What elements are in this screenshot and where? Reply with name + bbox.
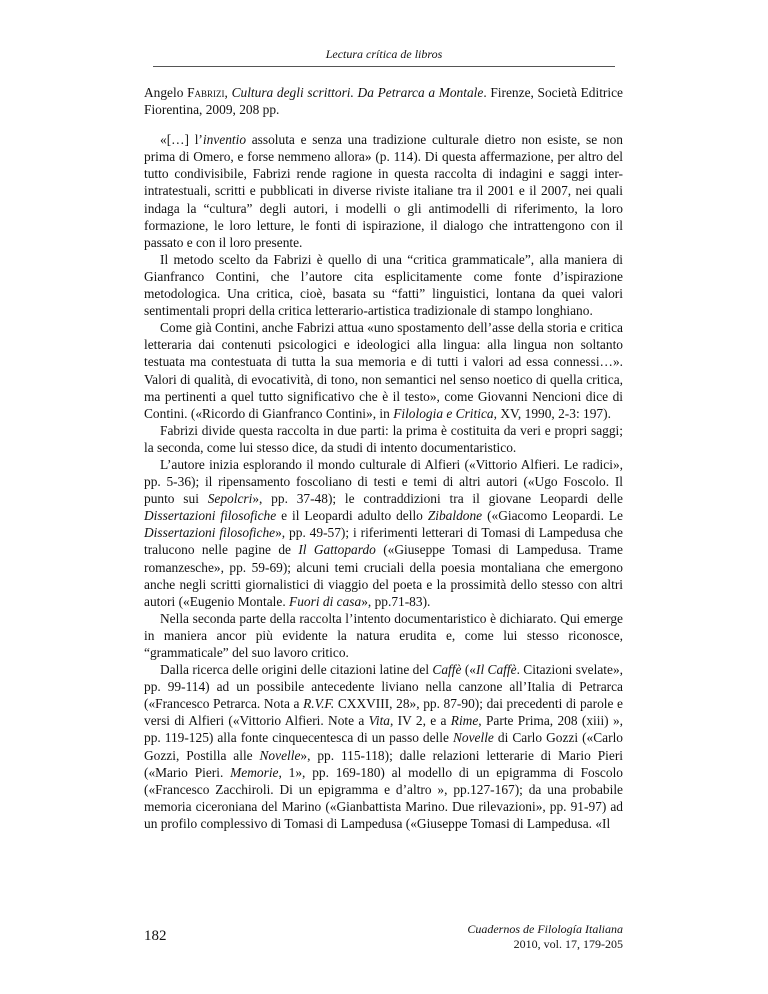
italic-run: inventio	[202, 132, 247, 148]
italic-run: Filologia e Critica	[393, 405, 494, 421]
paragraph	[144, 131, 623, 251]
text-run: CXXVIII, 28», pp. 87-90); dai precedenti di parole e versi di Alfieri («Vittorio Alfieri. Note a	[144, 696, 623, 729]
italic-run: Fuori di casa	[289, 593, 362, 609]
text-run: Dalla ricerca delle origini delle citazioni latine del	[160, 662, 433, 678]
text-run: Nella seconda parte della raccolta l’intento documentaristico è dichiarato. Qui emerge in maniera ancor più evidente la natura erudita e, come lui stesso riconosce, “grammaticale” del suo lavoro critico.	[144, 610, 623, 660]
italic-run: Il Caffè	[475, 662, 517, 678]
text-run: . Citazioni svelate», pp. 99-114) ad un possibile antecedente liviano nella canzone all’Italia di Petrarca («Francesco Petrarca. Nota a	[144, 662, 623, 712]
review-paragraphs	[144, 131, 623, 832]
text-run: assoluta e senza una tradizione culturale dietro non esiste, se non prima di Omero, e forse nemmeno allora» (p. 114). Di questa affermazione, per altro del tutto condivisibile, Fabrizi rende ragione in questa raccolta di indagini e saggi inter-intratestuali, scritti e pubblicati in diverse riviste italiane tra il 2001 e il 2007, nei quali indaga la “cultura” degli autori, i modelli o gli antimodelli di riferimento, la loro formazione, le loro letture, le fonti di ispirazione, il dialogo che intrattengono con il passato e con il loro presente.	[144, 132, 623, 250]
journal-issue: 2010, vol. 17, 179-205	[513, 937, 623, 951]
book-citation: Angelo Fabrizi, Cultura degli scrittori. Da Petrarca a Montale. Firenze, Società Editrice Fiorentina, 2009, 208 pp.	[144, 85, 623, 118]
text-run: Come già Contini, anche Fabrizi attua «uno spostamento dell’asse della storia e critica letteraria dai contenuti psicologici e ideologici alla lingua: alla lingua non soltanto testuata ma contestuata di tutta la sua memoria e di tutti i valori ad essa connessi…». Valori di qualità, di evocatività, di tono, non semantici nel senso noetico di quella critica, ma pertinenti a quel tutto significativo che è il testo», come Giovanni Nencioni dice di Contini. («Ricordo di Gianfranco Contini», in	[144, 320, 623, 421]
italic-run: Caffè	[432, 662, 462, 678]
text-run: , IV 2, e a	[390, 713, 451, 729]
text-run: , 1», pp. 169-180) al modello di un epigramma di Foscolo («Francesco Zacchiroli. Di un epigramma e d’altro », pp.127-167); da una probabile memoria ciceroniana del Marino («Gianbattista Marino. Due rilevazioni», pp. 91-97) ad un profilo complessivo di Tomasi di Lampedusa («Giuseppe Tomasi di Lampedusa. «Il	[144, 764, 623, 831]
italic-run: Il Gattopardo	[298, 542, 376, 558]
text-run: Fabrizi divide questa raccolta in due parti: la prima è costituita da veri e propri saggi; la seconda, come lui stesso dice, da studi di intento documentaristico.	[144, 422, 623, 455]
journal-title: Cuadernos de Filología Italiana	[467, 922, 623, 936]
italic-run: Vita	[368, 713, 390, 729]
paragraph	[144, 610, 623, 661]
publication-details: . Firenze, Società Editrice Fiorentina, 2009, 208 pp.	[144, 85, 623, 118]
text-run: di Carlo Gozzi («Carlo Gozzi, Postilla alle	[144, 730, 623, 763]
text-run: e il Leopardi adulto dello	[276, 508, 428, 524]
paragraph	[144, 319, 623, 422]
review-body	[144, 84, 623, 832]
text-run: », pp.71-83).	[361, 593, 431, 609]
italic-run: Novelle	[259, 747, 301, 763]
italic-run: R.V.F.	[303, 696, 335, 712]
text-run: », pp. 37-48); le contraddizioni tra il giovane Leopardi delle	[252, 491, 623, 507]
page-number: 182	[144, 928, 167, 944]
italic-run: Zibaldone	[427, 508, 483, 524]
text-run: », pp. 115-118); dalle relazioni letterarie di Mario Pieri («Mario Pieri.	[144, 747, 623, 780]
text-run: », pp. 49-57); i riferimenti letterari di Tomasi di Lampedusa che traluconο nelle pagine de	[144, 525, 623, 558]
text-run: («Giuseppe Tomasi di Lampedusa. Trame romanzesche», pp. 59-69); alcuni temi cruciali della poesia montaliana che emergono anche negli scritti giornalistici di viaggio del poeta e la prossimità dello stesso con altri autori («Eugenio Montale.	[144, 542, 623, 609]
text-run: , Parte Prima, 208 (xiii) », pp. 119-125) alla fonte cinquecentesca di un passo delle	[144, 713, 624, 746]
author-first-name: Angelo	[144, 85, 184, 100]
italic-run: Sepolcri	[207, 491, 253, 507]
paragraph	[144, 251, 623, 319]
header-divider	[153, 66, 615, 67]
running-header: Lectura crítica de libros	[325, 47, 443, 61]
paragraph	[144, 456, 623, 610]
text-run: «[…] l’	[160, 132, 203, 148]
author-last-name: Fabrizi	[187, 85, 225, 100]
text-run: Il metodo scelto da Fabrizi è quello di una “critica grammaticale”, alla maniera di Gianfranco Contini, che l’autore cita esplicitamente come fonte d’ispirazione metodologica. Una critica, cioè, basata su “fatti” linguistici, lontana da quei valori sentimentali propri della critica letterario-artistica tradizionale di stampo longhiano.	[144, 251, 623, 319]
book-title: Cultura degli scrittori. Da Petrarca a Montale	[231, 85, 484, 100]
text-run: L’autore inizia esplorando il mondo culturale di Alfieri («Vittorio Alfieri. Le radici», pp. 5-36); il ripensamento foscoliano di testi e temi di altri autori («Ugo Foscolo. Il punto sui	[144, 456, 623, 507]
italic-run: Rime	[450, 713, 479, 729]
paragraph	[144, 422, 623, 456]
paragraph	[144, 661, 623, 832]
italic-run: Dissertazioni filosofiche	[144, 525, 276, 541]
journal-footer	[467, 922, 623, 952]
text-run: , XV, 1990, 2-3: 197).	[493, 405, 611, 421]
italic-run: Memorie	[230, 764, 279, 780]
text-run: («	[461, 662, 476, 678]
italic-run: Novelle	[452, 730, 494, 746]
text-run: («Giacomo Leopardi. Le	[482, 508, 624, 524]
italic-run: Dissertazioni filosofiche	[144, 508, 277, 524]
